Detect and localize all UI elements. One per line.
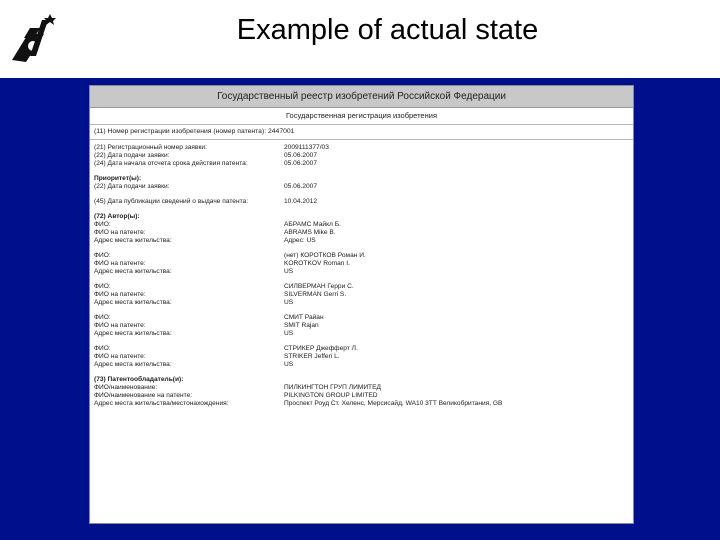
- author-value: АБРАМС Майкл Б.: [284, 221, 341, 228]
- author-label: ФИО:: [94, 252, 111, 259]
- author-label: Адрес места жительства:: [94, 268, 172, 275]
- author-label: ФИО:: [94, 221, 111, 228]
- author-row: [90, 252, 633, 260]
- author-value: US: [284, 330, 294, 337]
- field-label: (21) Регистрационный номер заявки:: [94, 144, 207, 151]
- field-row: [90, 160, 633, 168]
- author-value: US: [284, 299, 294, 306]
- priority-header: Приоритет(ы):: [94, 175, 142, 182]
- document-title: Государственный реестр изобретений Российской Федерации: [90, 86, 633, 108]
- author-value: ABRAMS Mike B.: [284, 229, 336, 236]
- author-value: СИЛВЕРМАН Герри С.: [284, 283, 354, 290]
- author-row: [90, 260, 633, 268]
- field-row: [90, 152, 633, 160]
- author-row: [90, 268, 633, 276]
- author-label: Адрес места жительства:: [94, 361, 172, 368]
- author-value: US: [284, 268, 294, 275]
- author-row: [90, 314, 633, 322]
- author-label: Адрес места жительства:: [94, 237, 172, 244]
- author-row: [90, 330, 633, 338]
- field-label: (45) Дата публикации сведений о выдаче патента:: [94, 198, 249, 205]
- field-row: [90, 183, 633, 191]
- field-value: 05.06.2007: [284, 152, 318, 159]
- field-value: 05.06.2007: [284, 183, 318, 190]
- author-value: SMIT Rajan: [284, 322, 319, 329]
- holder-row: [90, 384, 633, 392]
- author-value: (нет) КОРОТКОВ Роман И.: [284, 252, 366, 259]
- record-fields: [90, 140, 633, 408]
- field-label: (22) Дата подачи заявки:: [94, 152, 170, 159]
- author-value: STRIKER Jefferi L.: [284, 353, 340, 360]
- holders-header: (73) Патентообладатель(и):: [94, 376, 184, 383]
- holder-row: [90, 392, 633, 400]
- field-row: [90, 144, 633, 152]
- holder-label: Адрес места жительства/местонахождения:: [94, 400, 229, 407]
- author-label: ФИО:: [94, 314, 111, 321]
- author-row: [90, 353, 633, 361]
- author-label: Адрес места жительства:: [94, 330, 172, 337]
- author-row: [90, 221, 633, 229]
- author-row: [90, 361, 633, 369]
- holder-label: ФИО/наименование на патенте:: [94, 392, 193, 399]
- document-subtitle: Государственная регистрация изобретения: [90, 108, 633, 125]
- author-label: ФИО на патенте:: [94, 353, 146, 360]
- author-value: Адрес: US: [284, 237, 316, 244]
- field-value: 10.04.2012: [284, 198, 318, 205]
- field-value: 2009111377/03: [284, 144, 329, 151]
- holder-value: PILKINGTON GROUP LIMITED: [284, 392, 378, 399]
- author-row: [90, 322, 633, 330]
- author-label: ФИО на патенте:: [94, 322, 146, 329]
- author-value: СМИТ Райан: [284, 314, 324, 321]
- field-label: (24) Дата начала отсчета срока действия патента:: [94, 160, 248, 167]
- author-value: СТРИКЕР Джефферт Л.: [284, 345, 358, 352]
- author-label: ФИО:: [94, 345, 111, 352]
- author-value: US: [284, 361, 294, 368]
- author-row: [90, 345, 633, 353]
- author-row: [90, 237, 633, 245]
- slide-title: Example of actual state: [236, 14, 539, 46]
- field-value: 05.06.2007: [284, 160, 318, 167]
- author-label: ФИО на патенте:: [94, 260, 146, 267]
- author-label: Адрес места жительства:: [94, 299, 172, 306]
- author-row: [90, 291, 633, 299]
- author-row: [90, 283, 633, 291]
- holder-value: Проспект Роуд Ст. Хеленс, Мерсисайд, WA10 3TT Великобритания, GB: [284, 400, 503, 407]
- author-value: KOROTKOV Roman I.: [284, 260, 350, 267]
- author-row: [90, 299, 633, 307]
- holder-value: ПИЛКИНГТОН ГРУП ЛИМИТЕД: [284, 384, 381, 391]
- field-row: [90, 198, 633, 206]
- holder-row: [90, 400, 633, 408]
- field-label: (22) Дата подачи заявки:: [94, 183, 170, 190]
- author-label: ФИО на патенте:: [94, 291, 146, 298]
- authors-header: (72) Автор(ы):: [94, 213, 140, 220]
- author-value: SILVERMAN Gerri S.: [284, 291, 347, 298]
- patent-number: (11) Номер регистрации изобретения (номер патента): 2447001: [90, 125, 633, 140]
- registry-document: [89, 85, 634, 524]
- author-row: [90, 229, 633, 237]
- author-label: ФИО на патенте:: [94, 229, 146, 236]
- holder-label: ФИО/наименование:: [94, 384, 158, 391]
- author-label: ФИО:: [94, 283, 111, 290]
- slide-header: [0, 0, 720, 78]
